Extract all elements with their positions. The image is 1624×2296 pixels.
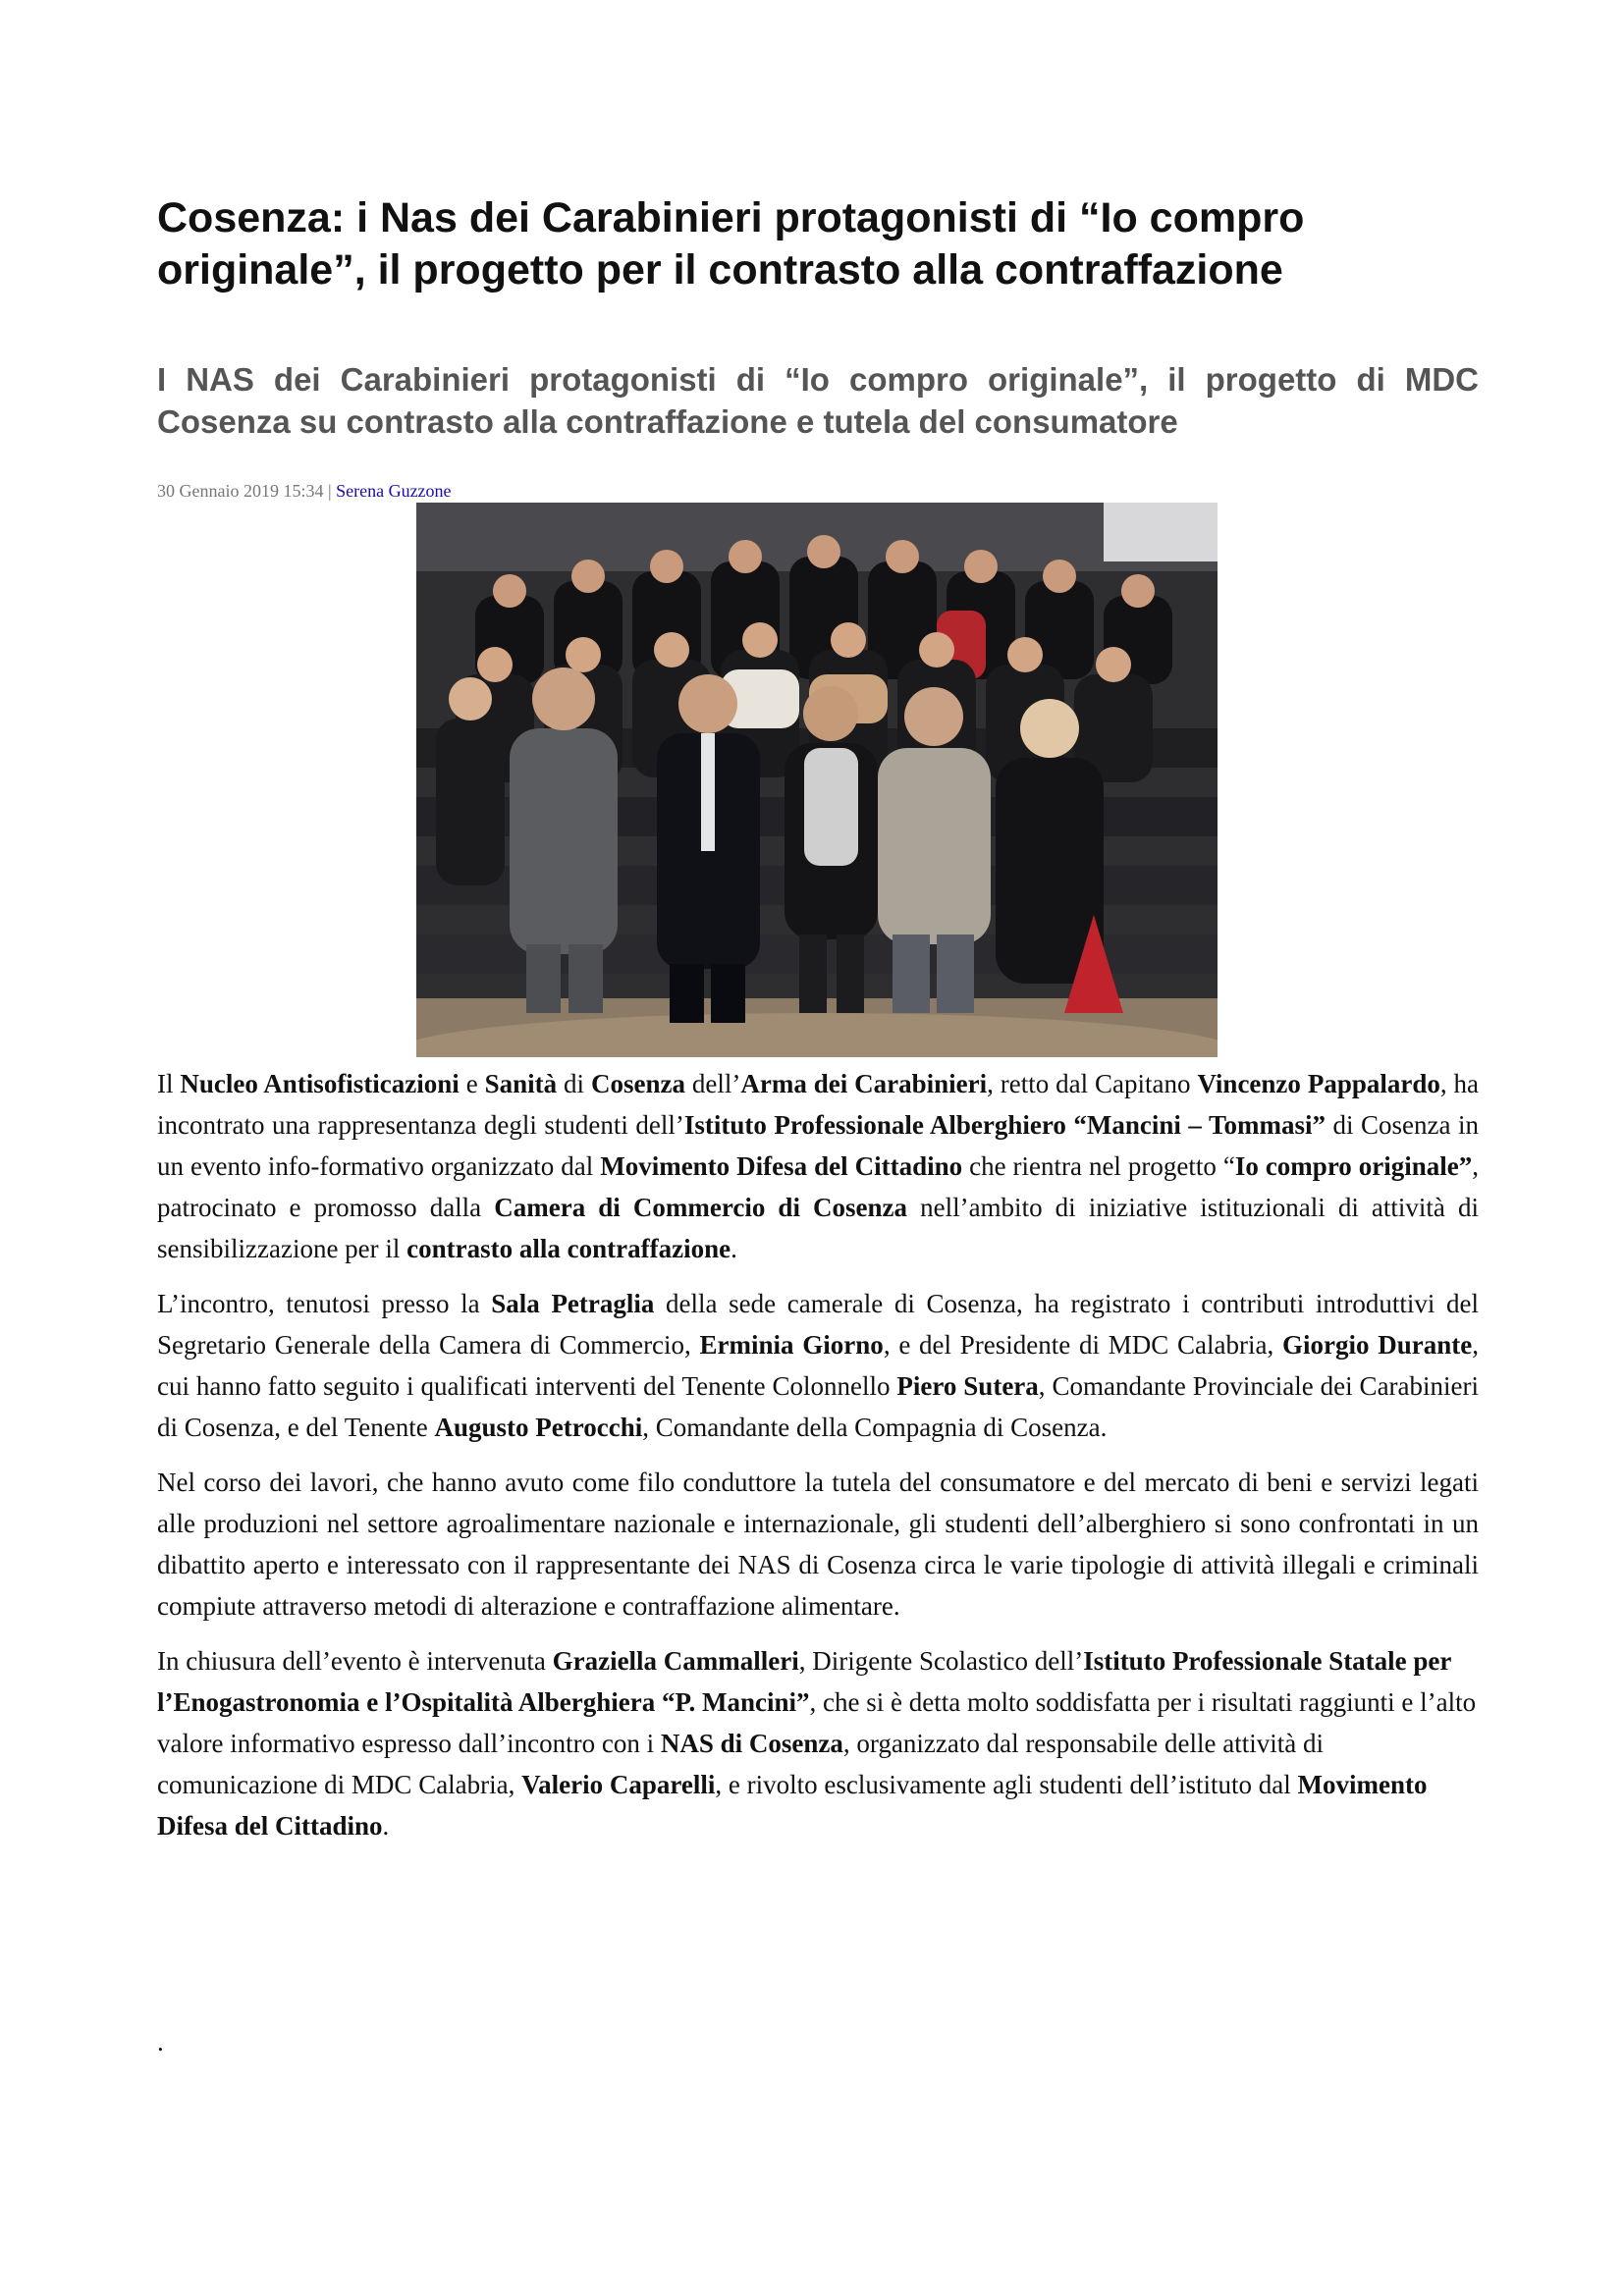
- text-run: di Cosenza in un evento info-formativo organizzato dal: [157, 1110, 1479, 1181]
- text-run: che rientra nel progetto “: [962, 1151, 1235, 1181]
- article-paragraph: [157, 1462, 1479, 1627]
- text-run: , organizzato dal responsabile delle attività di comunicazione di MDC Calabria,: [157, 1729, 1324, 1799]
- closing-mark: .: [157, 2027, 164, 2056]
- bold-text-run: Cosenza: [590, 1069, 685, 1098]
- bold-text-run: Giorgio Durante: [1282, 1330, 1473, 1360]
- article-photo: [416, 503, 1218, 1057]
- text-run: , Comandante della Compagnia di Cosenza.: [642, 1413, 1108, 1442]
- article-paragraph: [157, 1283, 1479, 1448]
- text-run: , cui hanno fatto seguito i qualificati interventi del Tenente Colonnello: [157, 1330, 1479, 1401]
- text-run: e: [459, 1069, 485, 1098]
- bold-text-run: Erminia Giorno: [699, 1330, 884, 1360]
- bold-text-run: Sala Petraglia: [491, 1289, 655, 1318]
- text-run: di: [557, 1069, 591, 1098]
- article-title: Cosenza: i Nas dei Carabinieri protagonisti di “Io compro originale”, il progetto per il contrasto alla contraffazione: [157, 194, 1305, 294]
- text-run: L’incontro, tenutosi presso la: [157, 1289, 492, 1318]
- bold-text-run: Io compro originale”: [1234, 1151, 1473, 1181]
- bold-text-run: Istituto Professionale Statale per l’Enogastronomia e l’Ospitalità Alberghiera “P. Mancini”: [157, 1646, 1451, 1717]
- text-run: Il: [157, 1069, 181, 1098]
- bold-text-run: Nucleo Antisofisticazioni: [180, 1069, 460, 1098]
- text-run: nell’ambito di iniziative istituzionali di attività di sensibilizzazione per il: [157, 1193, 1479, 1263]
- bold-text-run: Camera di Commercio di Cosenza: [494, 1193, 908, 1222]
- text-run: , Comandante Provinciale dei Carabinieri di Cosenza, e del Tenente: [157, 1371, 1480, 1442]
- text-run: .: [382, 1811, 390, 1841]
- bold-text-run: Vincenzo Pappalardo: [1197, 1069, 1440, 1098]
- bold-text-run: Augusto Petrocchi: [434, 1413, 643, 1442]
- bold-text-run: Sanità: [484, 1069, 558, 1098]
- article-byline: [157, 481, 452, 502]
- bold-text-run: Istituto Professionale Alberghiero “Mancini – Tommasi”: [683, 1110, 1326, 1140]
- text-run: , patrocinato e promosso dalla: [157, 1151, 1480, 1222]
- text-run: .: [731, 1234, 737, 1263]
- text-run: , che si è detta molto soddisfatta per i risultati raggiunti e l’alto valore informativo espresso dall’incontro con i: [157, 1687, 1477, 1758]
- bold-text-run: Valerio Caparelli: [521, 1770, 716, 1799]
- text-run: della sede camerale di Cosenza, ha registrato i contributi introduttivi del Segretario Generale della Camera di Commercio,: [157, 1289, 1479, 1360]
- article-body: [157, 1063, 1479, 1860]
- text-run: dell’: [684, 1069, 741, 1098]
- text-run: , e del Presidente di MDC Calabria,: [883, 1330, 1282, 1360]
- text-run: , retto dal Capitano: [987, 1069, 1198, 1098]
- bold-text-run: NAS di Cosenza: [660, 1729, 843, 1758]
- text-run: In chiusura dell’evento è intervenuta: [157, 1646, 553, 1676]
- article-paragraph: [157, 1640, 1479, 1846]
- bold-text-run: contrasto alla contraffazione: [406, 1234, 731, 1263]
- bold-text-run: Piero Sutera: [896, 1371, 1039, 1401]
- text-run: , e rivolto esclusivamente agli studenti dell’istituto dal: [715, 1770, 1298, 1799]
- bold-text-run: Graziella Cammalleri: [552, 1646, 799, 1676]
- bold-text-run: Movimento Difesa del Cittadino: [157, 1770, 1428, 1841]
- text-run: , Dirigente Scolastico dell’: [798, 1646, 1084, 1676]
- article-subtitle: I NAS dei Carabinieri protagonisti di “Io compro originale”, il progetto di MDC Cosenza su contrasto alla contraffazione e tutela del consumatore: [157, 361, 1479, 440]
- bold-text-run: Arma dei Carabinieri: [740, 1069, 988, 1098]
- article-paragraph: [157, 1063, 1479, 1269]
- text-run: , ha incontrato una rappresentanza degli studenti dell’: [157, 1069, 1479, 1140]
- publish-date: 30 Gennaio 2019 15:34: [157, 481, 324, 501]
- text-run: Nel corso dei lavori, che hanno avuto come filo conduttore la tutela del consumatore e del mercato di beni e servizi legati alle produzioni nel settore agroalimentare nazionale e internazionale, gli studenti dell’alberghiero si sono confrontati in un dibattito aperto e interessato con il rappresentante dei NAS di Cosenza circa le varie tipologie di attività illegali e criminali compiute attraverso metodi di alterazione e contraffazione alimentare.: [157, 1468, 1479, 1621]
- bold-text-run: Movimento Difesa del Cittadino: [600, 1151, 963, 1181]
- group-photo-illustration: [416, 503, 1218, 1057]
- author-link[interactable]: Serena Guzzone: [336, 481, 452, 501]
- byline-separator: |: [323, 481, 337, 501]
